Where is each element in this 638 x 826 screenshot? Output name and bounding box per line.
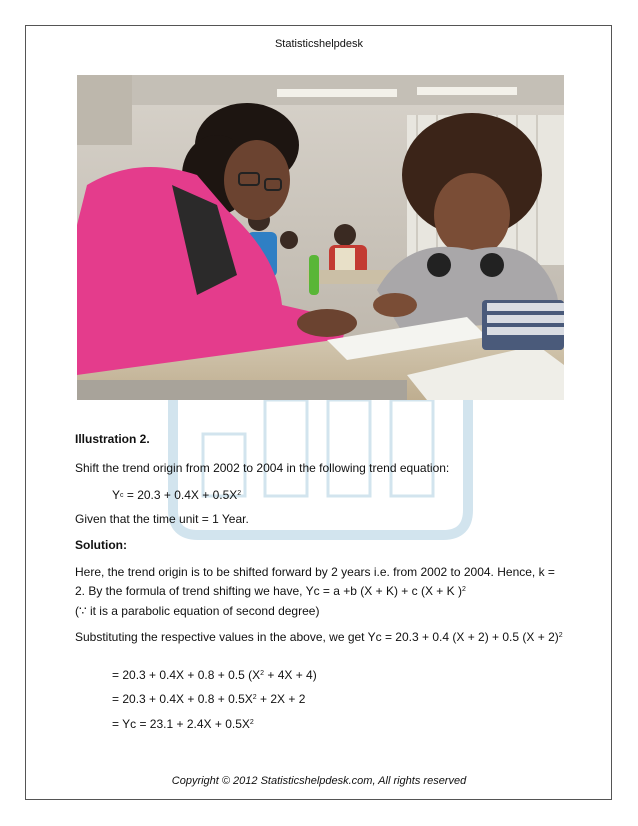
step-2: = $20.3 + 0.4X + 0.8 + 0.5X^2 + 2X + 2$: [112, 692, 306, 706]
step-3: = $Yc = 23.1 + 2.4X + 0.5X^2$: [112, 717, 254, 731]
solution-text: Here, the trend origin is to be shifted forward by 2 years i.e. from 2002 to 2004. Hence, k = 2. By the formula of trend shifting we have, Yc = a +b (X + K) + c (X + K )$^2$: [75, 565, 555, 598]
copyright-footer: Copyright © 2012 Statisticshelpdesk.com, All rights reserved: [171, 775, 467, 787]
given-text: Given that the time unit = 1 Year.: [75, 512, 249, 526]
substituting-text: Substituting the respective values in the above, we get Yc = 20.3 + 0.4 (X + 2) + 0.5 $(X + 2)^2$: [75, 630, 563, 644]
page-header: Statisticshelpdesk: [274, 38, 364, 50]
because-note: (∵ it is a parabolic equation of second degree): [75, 604, 320, 618]
step-1: = 20.3 + 0.4X + 0.8 + 0.5 $(X^2 + 4X + 4)$: [112, 668, 317, 682]
illustration-title: Illustration 2.: [75, 432, 150, 446]
trend-equation: $Yc = 20.3 + 0.4X + 0.5X^2$: [112, 488, 242, 502]
solution-title: Solution:: [75, 538, 127, 552]
students-photo: [77, 75, 564, 400]
task-text: Shift the trend origin from 2002 to 2004 in the following trend equation:: [75, 461, 450, 475]
